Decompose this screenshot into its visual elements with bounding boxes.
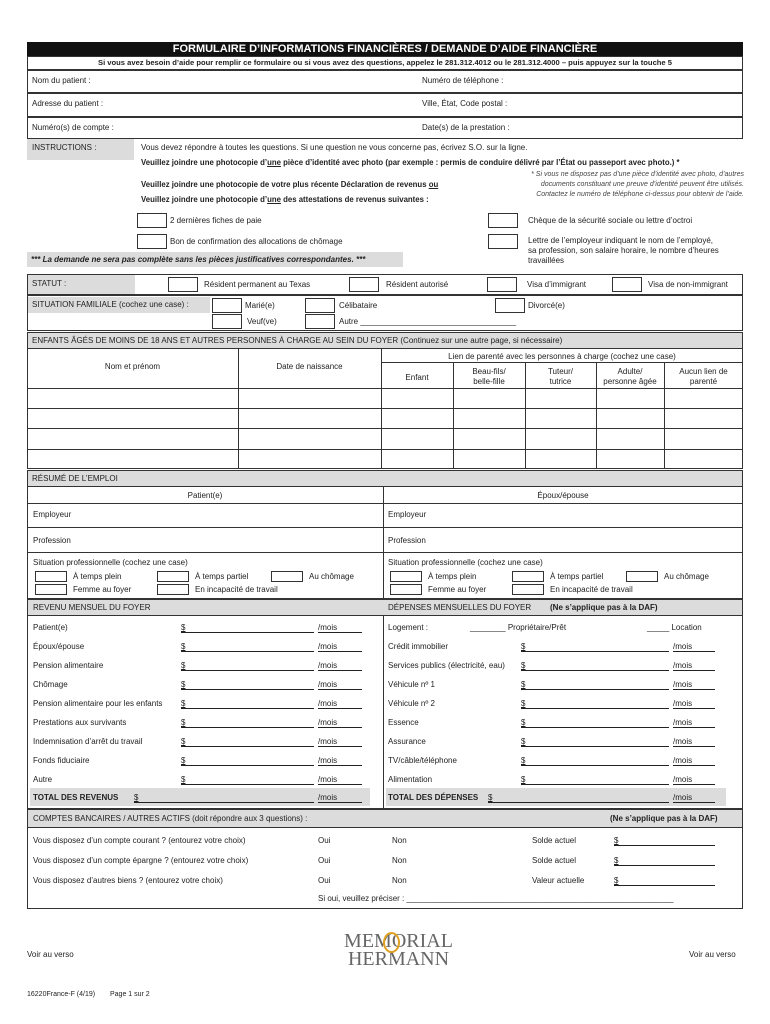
account-dollar: $ [614, 856, 619, 865]
income-row-per-month-label: /mois [318, 737, 338, 746]
expense-row-label: Services publics (électricité, eau) [388, 661, 505, 670]
patient-employment-checkbox[interactable] [157, 584, 189, 595]
income-row-amount-field[interactable] [181, 755, 314, 766]
account-row[interactable] [27, 117, 743, 139]
page-number: Page 1 sur 2 [110, 991, 150, 998]
income-row-amount-field[interactable] [181, 736, 314, 747]
expense-row-dollar: $ [521, 699, 526, 708]
col-relationship: Beau-fils/ belle-fille [472, 367, 506, 386]
marital-checkbox-divorced[interactable] [495, 298, 525, 313]
income-row-per-month-label: /mois [318, 623, 338, 632]
expense-row-dollar: $ [521, 642, 526, 651]
answer-yes[interactable]: Oui [318, 836, 331, 845]
income-row-label: Pension alimentaire [33, 661, 104, 670]
housing-rent-option[interactable]: _____ Location [647, 623, 702, 632]
expense-row-amount-field[interactable] [521, 698, 669, 709]
spouse-column-label: Époux/épouse [537, 491, 589, 500]
doc-checkbox-pay-stubs[interactable] [137, 213, 167, 228]
doc-checkbox-social-security[interactable] [488, 213, 518, 228]
patient-employment-checkbox[interactable] [35, 584, 67, 595]
note-line: documents constituant une preuve d’identité peuvent être utilisés. [540, 181, 744, 188]
total-income-amount-field[interactable] [134, 792, 314, 803]
account-question: Vous disposez d’autres biens ? (entourez votre choix) [33, 876, 223, 885]
marital-checkbox-single[interactable] [305, 298, 335, 313]
doc-social-security-label: Chèque de la sécurité sociale ou lettre d’octroi [528, 216, 693, 225]
marital-checkbox-widowed[interactable] [212, 314, 242, 329]
income-row-label: Pension alimentaire pour les enfants [33, 699, 163, 708]
marital-divorced-label: Divorcé(e) [528, 301, 565, 310]
income-row-label: Chômage [33, 680, 68, 689]
logo-line-2: HERMANN [347, 948, 450, 970]
marital-widowed-label: Veuf(ve) [247, 317, 277, 326]
text-underlined: une [267, 158, 281, 167]
memorial-hermann-logo [326, 932, 471, 968]
col-relationship: Aucun lien de parenté [679, 367, 728, 386]
spouse-employment-checkbox[interactable] [626, 571, 658, 582]
expense-row-amount-field[interactable] [521, 641, 669, 652]
specify-line[interactable]: Si oui, veuillez préciser : ____________________________________________________________ [318, 894, 674, 903]
expense-header: DÉPENSES MENSUELLES DU FOYER [388, 603, 532, 612]
expense-row-amount-field[interactable] [521, 717, 669, 728]
spouse-employment-option: Au chômage [664, 572, 709, 581]
status-checkbox-nonimmigrant-visa[interactable] [612, 277, 642, 292]
col-dob: Date de naissance [276, 362, 343, 371]
expense-row-dollar: $ [521, 756, 526, 765]
income-row-amount-field[interactable] [181, 679, 314, 690]
doc-employer-letter-label [528, 236, 719, 266]
patient-employment-option: Au chômage [309, 572, 354, 581]
table-row[interactable] [27, 428, 743, 448]
patient-employment-checkbox[interactable] [271, 571, 303, 582]
income-row-dollar: $ [181, 756, 186, 765]
accounts-header-label: COMPTES BANCAIRES / AUTRES ACTIFS (doit répondre aux 3 questions) : [33, 814, 308, 823]
text: ENFANTS ÂGÉS DE MOINS DE 18 ANS ET AUTRES PERSONNES À CHARGE AU SEIN DU FOYER (Continuez sur une autre page, si nécessaire) [32, 336, 563, 345]
expense-row-amount-field[interactable] [521, 660, 669, 671]
patient-profession-label[interactable]: Profession [33, 536, 71, 545]
doc-checkbox-employer-letter[interactable] [488, 234, 518, 249]
spouse-employment-checkbox[interactable] [390, 571, 422, 582]
patient-name-row[interactable] [27, 70, 743, 93]
account-amount-field[interactable] [614, 835, 715, 846]
answer-yes[interactable]: Oui [318, 876, 331, 885]
expense-row-label: Véhicule nº 1 [388, 680, 435, 689]
income-row-amount-field[interactable] [181, 660, 314, 671]
expense-row-dollar: $ [521, 737, 526, 746]
income-header: REVENU MENSUEL DU FOYER [33, 603, 151, 612]
expense-row-dollar: $ [521, 718, 526, 727]
expense-row-per-month-label: /mois [673, 718, 693, 727]
account-dollar: $ [614, 836, 619, 845]
account-dollar: $ [614, 876, 619, 885]
divider [27, 503, 743, 504]
expense-row-per-month-label: /mois [673, 775, 693, 784]
answer-no[interactable]: Non [392, 876, 407, 885]
income-row-amount-field[interactable] [181, 717, 314, 728]
spouse-employment-option: En incapacité de travail [550, 585, 633, 594]
income-row-per-month-label: /mois [318, 680, 338, 689]
patient-column-label: Patient(e) [187, 491, 223, 500]
account-value-label: Solde actuel [532, 836, 577, 845]
income-row-dollar: $ [181, 737, 186, 746]
income-row-label: Patient(e) [33, 623, 68, 632]
divider [27, 527, 743, 528]
doc-pay-stubs-label: 2 dernières fiches de paie [170, 216, 262, 225]
spouse-employment-option: À temps partiel [550, 572, 604, 581]
instructions-line-1: Vous devez répondre à toutes les questions. Si une question ne vous concerne pas, écrivez S.O. sur la ligne. [141, 143, 528, 152]
total-expenses-per-month-label: /mois [673, 793, 693, 802]
expense-row-per-month-label: /mois [673, 737, 693, 746]
income-row-amount-field[interactable] [181, 698, 314, 709]
text-underlined: une [267, 195, 281, 204]
instructions-label [27, 139, 134, 160]
expense-row-label: TV/câble/téléphone [388, 756, 457, 765]
income-row-per-month-label: /mois [318, 775, 338, 784]
income-row-amount-field[interactable] [181, 774, 314, 785]
instructions-line-4 [141, 195, 429, 204]
income-row-dollar: $ [181, 775, 186, 784]
text: Veuillez joindre une photocopie d’ [141, 195, 268, 204]
patient-employment-option: À temps plein [73, 572, 122, 581]
account-question: Vous disposez d’un compte courant ? (entourez votre choix) [33, 836, 246, 845]
expense-row-amount-field[interactable] [521, 679, 669, 690]
total-income-dollar: $ [134, 793, 139, 802]
expense-row-dollar: $ [521, 680, 526, 689]
patient-employment-checkbox[interactable] [157, 571, 189, 582]
answer-yes[interactable]: Oui [318, 856, 331, 865]
housing-label: Logement : [388, 623, 429, 632]
total-expenses-label: TOTAL DES DÉPENSES [388, 793, 479, 802]
text: Veuillez joindre une photocopie de votre plus récente Déclaration de revenus [141, 180, 429, 189]
see-reverse-right: Voir au verso [689, 950, 736, 959]
spouse-employment-checkbox[interactable] [512, 571, 544, 582]
expense-row-dollar: $ [521, 661, 526, 670]
id-note [478, 170, 744, 200]
patient-address-row[interactable] [27, 93, 743, 117]
instructions-line-2 [141, 158, 680, 167]
marital-label [28, 297, 210, 313]
status-label [28, 275, 135, 294]
col-relationship-group: Lien de parenté avec les personnes à charge (cochez une case) [448, 352, 676, 361]
table-row[interactable] [27, 388, 743, 408]
logo-line-1: MEMORIAL [344, 930, 453, 952]
patient-situation-label: Situation professionnelle (cochez une case) [33, 558, 188, 567]
status-immigrant-visa-label: Visa d’immigrant [527, 280, 586, 289]
patient-employment-option: Femme au foyer [73, 585, 132, 594]
instructions-label-text: INSTRUCTIONS : [32, 143, 97, 152]
patient-name-label: Nom du patient : [32, 76, 91, 85]
note-line: * Si vous ne disposez pas d’une pièce d’identité avec photo, d’autres [531, 171, 744, 178]
total-income-per-month-label: /mois [318, 793, 338, 802]
expense-row-per-month-label: /mois [673, 680, 693, 689]
marital-checkbox-married[interactable] [212, 298, 242, 313]
table-row[interactable] [27, 449, 743, 469]
total-expenses-dollar: $ [488, 793, 493, 802]
income-row-dollar: $ [181, 680, 186, 689]
patient-employment-option: À temps partiel [195, 572, 249, 581]
table-row[interactable] [27, 408, 743, 428]
income-row-dollar: $ [181, 661, 186, 670]
divider [381, 362, 743, 363]
expense-row-amount-field[interactable] [521, 755, 669, 766]
divider [27, 552, 743, 553]
expense-row-label: Véhicule nº 2 [388, 699, 435, 708]
income-row-label: Époux/épouse [33, 642, 85, 651]
income-row-amount-field[interactable] [181, 622, 314, 633]
expense-row-label: Assurance [388, 737, 426, 746]
col-name: Nom et prénom [104, 362, 161, 371]
status-checkbox-immigrant-visa[interactable] [487, 277, 517, 292]
spouse-employment-option: Femme au foyer [428, 585, 487, 594]
help-line: Si vous avez besoin d’aide pour remplir ce formulaire ou si vous avez des questions, appelez le 281.312.4012 ou le 281.312.4000 – puis appuyez sur la touche 5 [27, 56, 743, 70]
form-title: FORMULAIRE D’INFORMATIONS FINANCIÈRES / DEMANDE D’AIDE FINANCIÈRE [27, 42, 743, 56]
status-authorized-label: Résident autorisé [386, 280, 449, 289]
expense-row-amount-field[interactable] [521, 774, 669, 785]
text: Lettre de l’employeur indiquant le nom de l’employé, [528, 236, 713, 245]
income-row-per-month-label: /mois [318, 661, 338, 670]
income-row-label: Fonds fiduciaire [33, 756, 90, 765]
expense-row-per-month-label: /mois [673, 756, 693, 765]
incomplete-warning: *** La demande ne sera pas complète sans les pièces justificatives correspondantes. *** [27, 252, 403, 267]
expense-row-per-month-label: /mois [673, 661, 693, 670]
account-amount-field[interactable] [614, 855, 715, 866]
income-row-dollar: $ [181, 623, 186, 632]
patient-employment-option: En incapacité de travail [195, 585, 278, 594]
expense-row-per-month-label: /mois [673, 642, 693, 651]
total-income-label: TOTAL DES REVENUS [33, 793, 119, 802]
income-row-per-month-label: /mois [318, 718, 338, 727]
expense-row-label: Essence [388, 718, 419, 727]
spouse-employment-checkbox[interactable] [390, 584, 422, 595]
col-relationship: Tuteur/ tutrice [547, 367, 574, 386]
answer-no[interactable]: Non [392, 836, 407, 845]
income-row-label: Indemnisation d’arrêt du travail [33, 737, 143, 746]
see-reverse-left: Voir au verso [27, 950, 74, 959]
status-texas-label: Résident permanent au Texas [204, 280, 311, 289]
status-nonimmigrant-visa-label: Visa de non-immigrant [648, 280, 728, 289]
employment-header [27, 470, 743, 487]
text: sa profession, son salaire horaire, le nombre d’heures [528, 246, 719, 255]
doc-unemployment-label: Bon de confirmation des allocations de chômage [170, 237, 343, 246]
account-number-label: Numéro(s) de compte : [32, 123, 114, 132]
col-relationship: Adulte/ personne âgée [603, 367, 657, 386]
text: pièce d’identité avec photo (par exemple : permis de conduire délivré par l’État ou passeport avec photo.) * [280, 158, 680, 167]
patient-employer-label[interactable]: Employeur [33, 510, 72, 519]
text-underlined: ou [428, 180, 439, 189]
text: des attestations de revenus suivantes : [280, 195, 429, 204]
patient-employment-checkbox[interactable] [35, 571, 67, 582]
total-expenses-amount-field[interactable] [488, 792, 669, 803]
answer-no[interactable]: Non [392, 856, 407, 865]
expense-daf-note: (Ne s’applique pas à la DAF) [550, 603, 658, 612]
text: travaillées [528, 256, 565, 265]
income-row-dollar: $ [181, 642, 186, 651]
account-amount-field[interactable] [614, 875, 715, 886]
account-question: Vous disposez d’un compte épargne ? (entourez votre choix) [33, 856, 249, 865]
income-row-per-month-label: /mois [318, 699, 338, 708]
text: SITUATION FAMILIALE (cochez une case) : [32, 300, 189, 309]
housing-owner-option[interactable]: ________ Propriétaire/Prêt [470, 623, 567, 632]
text: Veuillez joindre une photocopie d’ [141, 158, 268, 167]
expense-row-label: Crédit immobilier [388, 642, 449, 651]
text: RÉSUMÉ DE L’EMPLOI [32, 474, 118, 483]
dependents-header [27, 332, 743, 349]
income-row-dollar: $ [181, 718, 186, 727]
marital-married-label: Marié(e) [245, 301, 275, 310]
city-state-zip-label: Ville, État, Code postal : [422, 99, 508, 108]
income-row-per-month-label: /mois [318, 756, 338, 765]
instructions-line-3 [141, 180, 438, 189]
form-id: 16220France-F (4/19) [27, 991, 96, 998]
expense-row-per-month-label: /mois [673, 699, 693, 708]
col-relationship: Enfant [405, 373, 429, 382]
spouse-employment-option: À temps plein [428, 572, 477, 581]
patient-address-label: Adresse du patient : [32, 99, 104, 108]
marital-single-label: Célibataire [339, 301, 378, 310]
income-row-amount-field[interactable] [181, 641, 314, 652]
income-row-label: Autre [33, 775, 53, 784]
status-checkbox-authorized[interactable] [349, 277, 379, 292]
phone-label: Numéro de téléphone : [422, 76, 504, 85]
account-value-label: Valeur actuelle [532, 876, 585, 885]
status-checkbox-texas[interactable] [168, 277, 198, 292]
accounts-daf-note: (Ne s’applique pas à la DAF) [610, 814, 718, 823]
account-value-label: Solde actuel [532, 856, 577, 865]
income-row-label: Prestations aux survivants [33, 718, 127, 727]
income-row-dollar: $ [181, 699, 186, 708]
spouse-employment-checkbox[interactable] [512, 584, 544, 595]
income-row-per-month-label: /mois [318, 642, 338, 651]
spouse-employer-label[interactable]: Employeur [388, 510, 427, 519]
spouse-situation-label: Situation professionnelle (cochez une case) [388, 558, 543, 567]
note-line: Contactez le numéro de téléphone ci-dessus pour obtenir de l’aide. [536, 191, 744, 198]
marital-checkbox-other[interactable] [305, 314, 335, 329]
service-date-label: Date(s) de la prestation : [422, 123, 510, 132]
expense-row-dollar: $ [521, 775, 526, 784]
doc-checkbox-unemployment[interactable] [137, 234, 167, 249]
expense-row-amount-field[interactable] [521, 736, 669, 747]
spouse-profession-label[interactable]: Profession [388, 536, 426, 545]
text: STATUT : [32, 279, 67, 288]
marital-other-label: Autre ___________________________________ [339, 317, 517, 326]
expense-row-label: Alimentation [388, 775, 433, 784]
